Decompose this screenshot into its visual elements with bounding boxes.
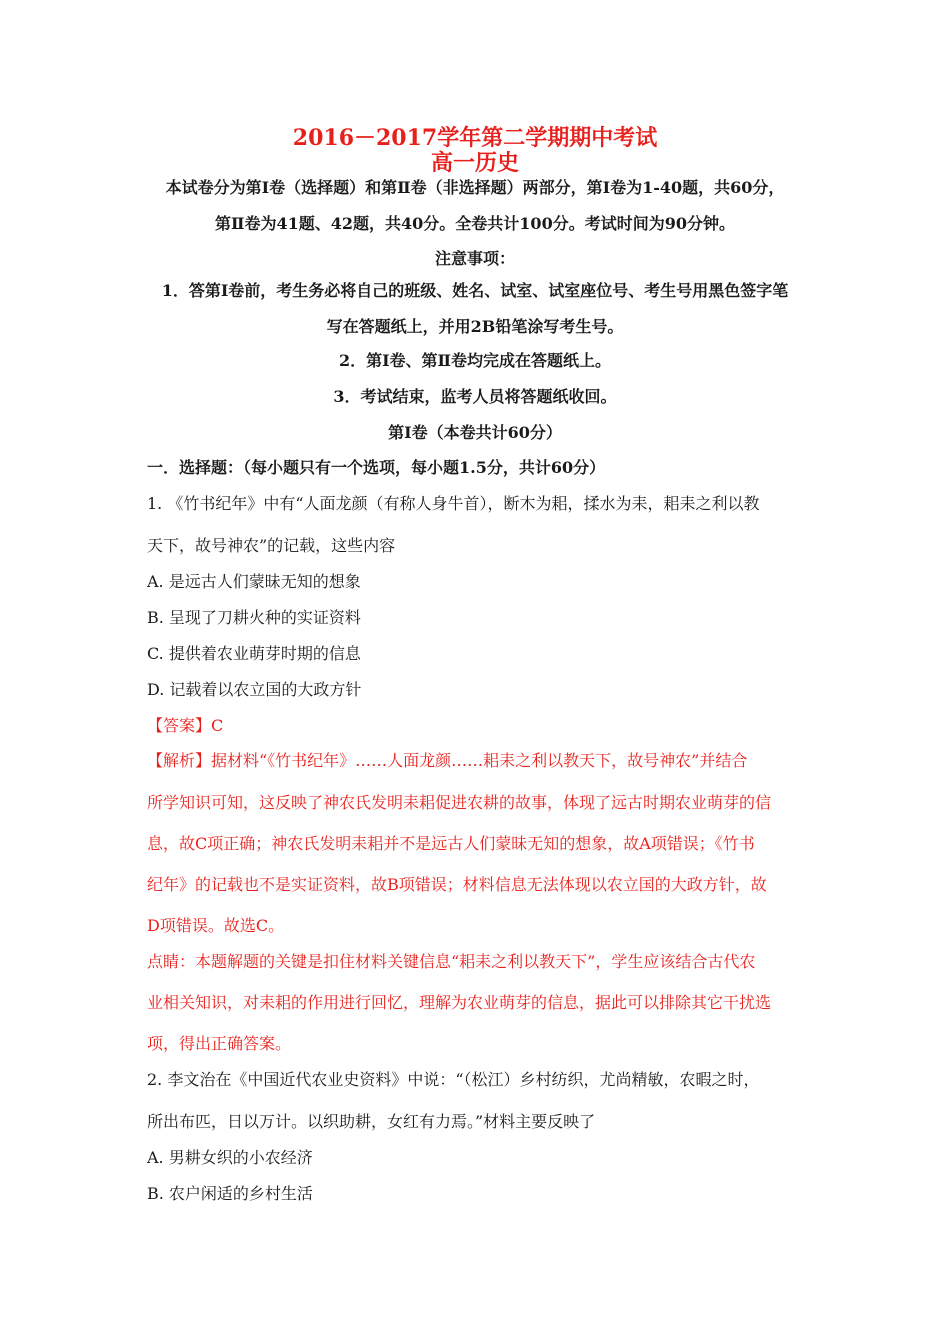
q1-analysis-line-3: 息，故C项正确；神农氏发明耒耜并不是远古人们蒙昧无知的想象，故A项错误；《竹书: [147, 834, 755, 853]
intro-line-2: 第Ⅱ卷为41题、42题，共40分。全卷共计100分。考试时间为90分钟。: [215, 214, 735, 233]
q1-tip-line-2: 业相关知识，对耒耜的作用进行回忆，理解为农业萌芽的信息，据此可以排除其它干扰选: [147, 993, 772, 1012]
q1-analysis-line-1: 【解析】据材料“《竹书纪年》……人面龙颜……耜耒之利以教天下，故号神农”并结合: [147, 751, 748, 770]
section-heading: 一．选择题：（每小题只有一个选项，每小题1.5分，共计60分）: [147, 458, 606, 477]
q1-tip-line-3: 项，得出正确答案。: [147, 1034, 292, 1053]
q1-option-b: B. 呈现了刀耕火种的实证资料: [147, 608, 361, 627]
notice-item-2: 2．第Ⅰ卷、第Ⅱ卷均完成在答题纸上。: [338, 351, 612, 370]
q2-option-b: B. 农户闲适的乡村生活: [147, 1184, 313, 1203]
q1-option-d: D. 记载着以农立国的大政方针: [147, 680, 362, 699]
q1-stem-line-2: 天下，故号神农”的记载，这些内容: [147, 536, 396, 555]
notice-item-1-line-2: 写在答题纸上，并用2B铅笔涂写考生号。: [326, 317, 624, 336]
notice-heading: 注意事项：: [434, 249, 515, 268]
q1-answer: 【答案】C: [147, 716, 224, 735]
exam-title: 2016－2017学年第二学期期中考试: [292, 125, 658, 151]
q2-stem-line-1: 2. 李文治在《中国近代农业史资料》中说：“（松江）乡村纺织，尤尚精敏，农暇之时，: [147, 1070, 760, 1089]
q1-analysis-line-2: 所学知识可知，这反映了神农氏发明耒耜促进农耕的故事，体现了远古时期农业萌芽的信: [147, 793, 772, 812]
q1-option-c: C. 提供着农业萌芽时期的信息: [147, 644, 361, 663]
notice-item-3: 3．考试结束，监考人员将答题纸收回。: [333, 387, 617, 406]
notice-item-1-line-1: 1．答第Ⅰ卷前，考生务必将自己的班级、姓名、试室、试室座位号、考生号用黑色签字笔: [161, 281, 789, 300]
q1-analysis-line-4: 纪年》的记载也不是实证资料，故B项错误；材料信息无法体现以农立国的大政方针，故: [147, 875, 767, 894]
intro-line-1: 本试卷分为第Ⅰ卷（选择题）和第Ⅱ卷（非选择题）两部分，第Ⅰ卷为1-40题，共60分，: [165, 178, 785, 197]
q1-option-a: A. 是远古人们蒙昧无知的想象: [147, 572, 361, 591]
q2-stem-line-2: 所出布匹，日以万计。以织助耕，女红有力焉。”材料主要反映了: [147, 1112, 596, 1131]
part1-heading: 第Ⅰ卷（本卷共计60分）: [388, 423, 562, 442]
q1-stem-line-1: 1. 《竹书纪年》中有“人面龙颜（有称人身牛首），断木为耜，揉水为耒，耜耒之利以教: [147, 494, 760, 513]
exam-subject: 高一历史: [430, 150, 519, 176]
q1-analysis-line-5: D项错误。故选C。: [147, 916, 285, 935]
q1-tip-line-1: 点睛：本题解题的关键是扣住材料关键信息“耜耒之利以教天下”，学生应该结合古代农: [147, 952, 756, 971]
q2-option-a: A. 男耕女织的小农经济: [147, 1148, 313, 1167]
